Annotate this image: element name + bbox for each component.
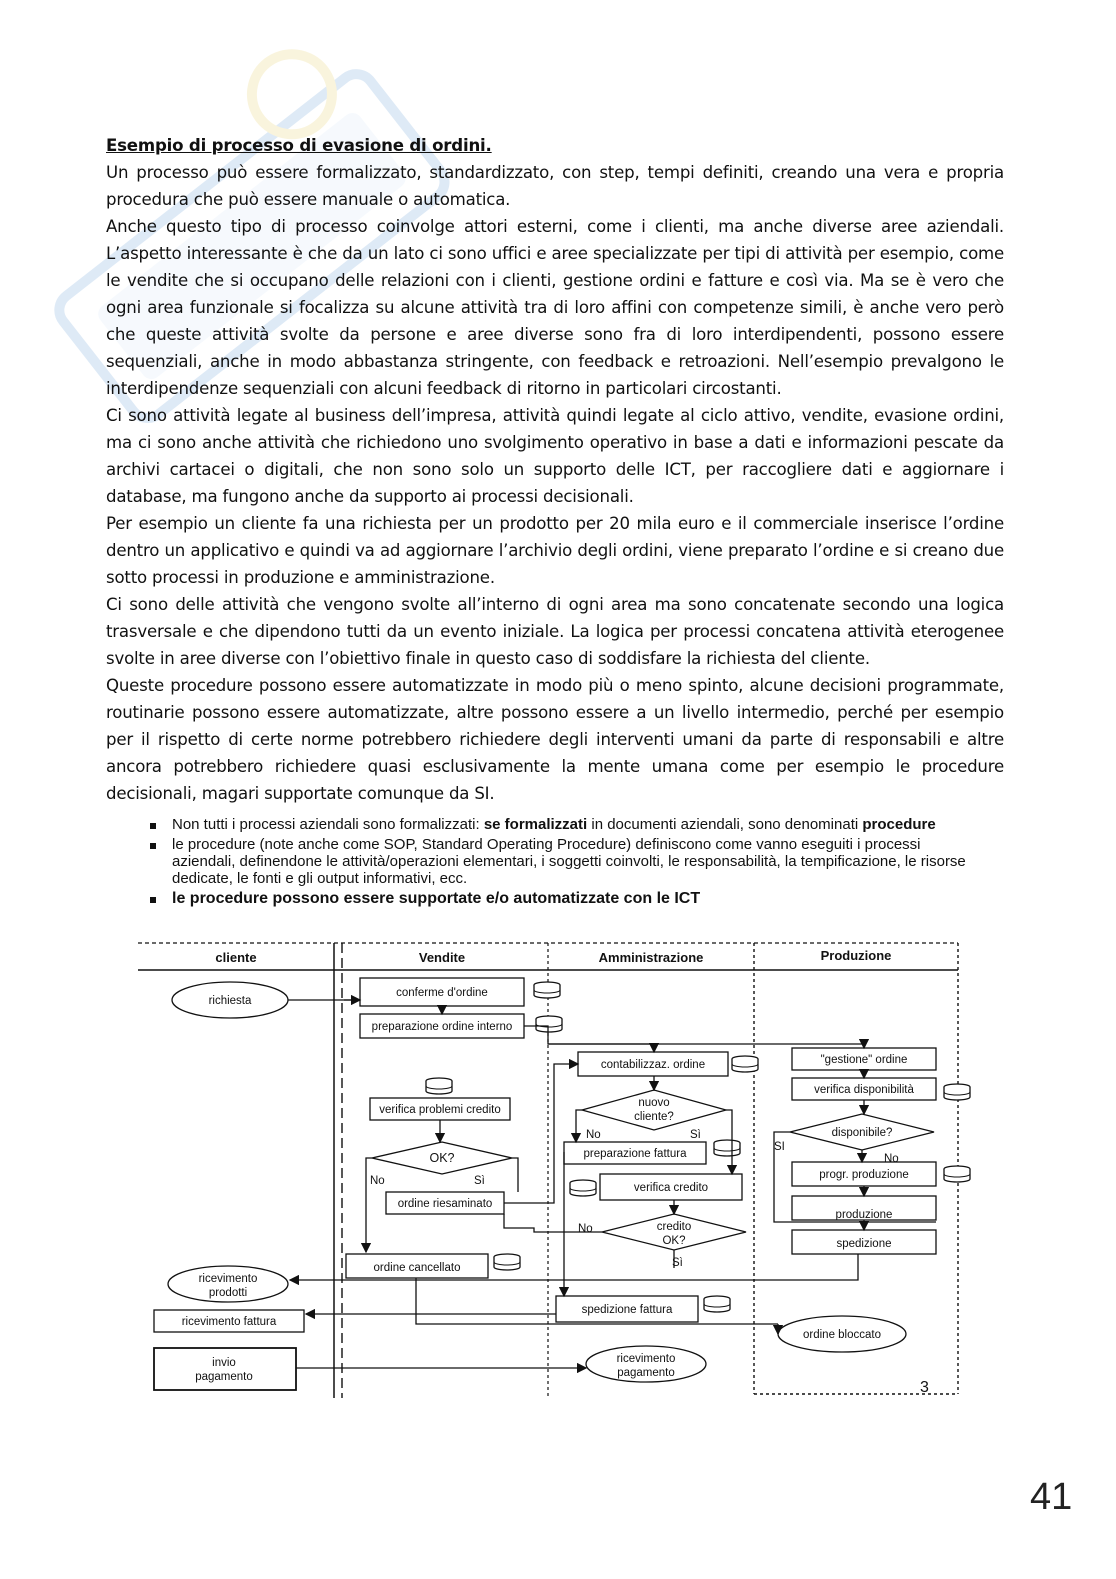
branch-label: Sì [690,1129,701,1141]
swimlane-diagram [134,938,974,1398]
node-label: cliente? [634,1111,674,1123]
branch-label: Sì [474,1175,485,1187]
branch-label: No [370,1175,385,1187]
node-label: spedizione [836,1238,892,1250]
nuovo-cliente-decision [582,1090,726,1130]
node-label: invio [212,1357,236,1369]
node-label: spedizione fattura [581,1304,673,1316]
node-label: OK? [662,1235,686,1247]
node-label: nuovo [638,1097,670,1109]
bullet-item: le procedure (note anche come SOP, Standard Operating Procedure) definiscono come vanno eseguiti i processi aziendali, definendone le attività/operazioni elementari, i soggetti coinvolti, le responsabilità, la tempificazione, le risorse dedicate, le fonti e gli output informativi, ecc. [148,836,978,887]
node-label: verifica problemi credito [379,1104,501,1116]
paragraph: Queste procedure possono essere automatizzate in modo più o meno spinto, alcune decisioni programmate, routinarie possono essere automatizzate, altre possono essere a un livello intermedio, perché per esempio per il rispetto di certe norme potrebbero richiedere degli interventi umani da parte di responsabili e altre ancora potrebbero richiedere quasi esclusivamente la mente umana come per esempio le procedure decisionali, magari supportate comunque da SI. [106,676,1004,803]
node-label: ricevimento [198,1273,258,1285]
bullet-item: le procedure possono essere supportate e/o automatizzate con le ICT [148,890,978,907]
branch-label: Sì [672,1257,683,1269]
node-label: ricevimento [616,1353,676,1365]
node-label: produzione [835,1209,893,1221]
node-label: ricevimento fattura [181,1316,277,1328]
section-title: Esempio di processo di evasione di ordini. [106,136,492,155]
node-label: prodotti [208,1287,248,1299]
node-label: progr. produzione [819,1169,909,1181]
node-label: conferme d'ordine [396,987,488,999]
node-label: verifica disponibilità [814,1084,914,1096]
node-label: preparazione fattura [583,1148,687,1160]
lane-header: cliente [215,950,257,965]
paragraph: Ci sono delle attività che vengono svolte all’interno di ogni area ma sono concatenate secondo una logica trasversale e che dipendono tutti da un evento iniziale. La logica per processi concatena attività eterogenee svolte in aree diverse con l’obiettivo finale in questo caso di soddisfare la richiesta del cliente. [106,595,1004,668]
slide-bullets [148,816,978,910]
node-label: preparazione ordine interno [371,1021,513,1033]
node-label: "gestione" ordine [820,1054,908,1066]
branch-label: No [586,1129,601,1141]
node-label: credito [656,1221,692,1233]
node-label: contabilizzaz. ordine [600,1059,706,1071]
branch-label: No [884,1153,899,1165]
node-label: ordine bloccato [803,1329,881,1341]
page-number: 41 [1030,1476,1073,1518]
invio-pagamento-node [154,1348,296,1390]
branch-label: SI [774,1141,785,1153]
bullet-item: Non tutti i processi aziendali sono formalizzati: se formalizzati in documenti aziendali, sono denominati procedure [148,816,978,833]
paragraph: Anche questo tipo di processo coinvolge attori esterni, come i clienti, ma anche diverse aree aziendali. L’aspetto interessante è che da un lato ci sono uffici e aree specializzate per tipi di attività per esempio, come le vendite che si occupano delle relazioni con i clienti, gestione ordini e fatture e così via. Ma se è vero che ogni area funzionale si focalizza su alcune attività tra di loro affini con competenze simili, è anche vero però che queste attività svolte da persone e aree diverse sono fra di loro interdipendenti, possono essere sequenziali, anche in modo abbastanza stringente, con feedback e retroazioni. Nell’esempio prevalgono le interdipendenze sequenziali con alcuni feedback di ritorno in particolari circostanti. [106,217,1004,398]
paragraph: Un processo può essere formalizzato, standardizzato, con step, tempi definiti, creando una vera e propria procedura che può essere manuale o automatica. [106,163,1004,209]
lane-header: Amministrazione [598,950,704,965]
paragraph: Per esempio un cliente fa una richiesta per un prodotto per 20 mila euro e il commerciale inserisce l’ordine dentro un applicativo e quindi va ad aggiornare l’archivio degli ordini, viene preparato l’ordine e si creano due sotto processi in produzione e amministrazione. [106,514,1004,587]
node-label: pagamento [195,1371,253,1383]
lane-header: Vendite [418,950,466,965]
node-label: pagamento [617,1367,675,1379]
node-label: ordine riesaminato [397,1198,493,1210]
slide-number: 3 [920,1379,929,1396]
node-label: disponibile? [831,1127,893,1139]
node-label: OK? [429,1151,455,1165]
branch-label: No [578,1223,593,1235]
node-label: richiesta [208,995,252,1007]
node-label: ordine cancellato [373,1262,461,1274]
lane-header: Produzione [820,948,892,963]
body-text [106,132,1004,807]
node-label: verifica credito [633,1182,709,1194]
paragraph: Ci sono attività legate al business dell’impresa, attività quindi legate al ciclo attivo, vendite, evasione ordini, ma ci sono anche attività che richiedono uno svolgimento operativo in base a dati e informazioni pescate da archivi cartacei o digitali, che non sono solo un supporto delle ICT, per raccogliere dati e aggiornare i database, ma fungono anche da supporto ai processi decisionali. [106,406,1004,506]
